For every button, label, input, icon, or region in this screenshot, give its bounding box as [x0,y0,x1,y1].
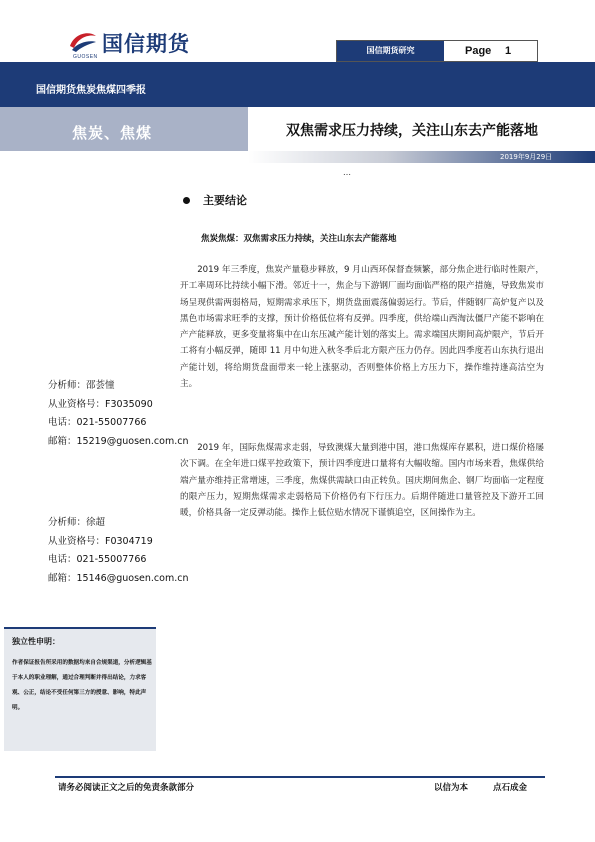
company-name: 国信期货 [102,32,190,56]
header-box [336,40,538,62]
category-label: 焦炭、焦煤 [72,124,153,142]
company-name-en: GUOSEN [73,54,98,60]
report-label: 国信期货研究 [337,41,444,61]
page-indicator [445,41,537,61]
analyst-email: 邮箱：15146@guosen.com.cn [48,572,189,584]
independence-statement-title: 独立性申明： [12,637,60,646]
analyst-card [48,377,188,451]
independence-statement-text: 作者保证报告所采用的数据均来自合规渠道，分析逻辑基于本人的职业理解，通过合理判断并得出结论，力求客观、公正，结论不受任何第三方的授意、影响，特此声明。 [12,660,152,711]
ellipsis: … [343,168,351,177]
guosen-logo-icon [68,30,98,52]
analyst-name: 分析师：邵荟憧 [48,380,115,391]
bullet-icon [183,197,190,204]
page-label: Page [465,45,492,57]
analyst-license: 从业资格号：F3035090 [48,398,153,410]
sub-title: 焦炭焦煤：双焦需求压力持续，关注山东去产能落地 [201,234,397,244]
report-title: 双焦需求压力持续，关注山东去产能落地 [286,123,538,139]
page-number: 1 [505,45,512,57]
section-title: 主要结论 [203,194,247,207]
report-date: 2019年9月29日 [500,153,553,161]
analyst-phone: 电话：021-55007766 [48,554,147,565]
footer-disclaimer-note: 请务必阅读正文之后的免责条款部分 [58,783,195,793]
analyst-email: 邮箱：15219@guosen.com.cn [48,435,189,447]
report-type: 国信期货焦炭焦煤四季报 [36,85,146,96]
footer-slogan-1: 以信为本 [434,783,469,793]
footer-slogan-2: 点石成金 [493,783,528,793]
paragraph-coking-coal: 2019 年，国际焦煤需求走弱，导致澳煤大量到港中国，港口焦煤库存累积，进口煤价格屡次下调。在全年进口煤平控政策下，预计四季度进口量将有大幅收缩。国内市场来看，焦煤供给端产量亦维持正常增速，三季度，焦煤供需缺口由正转负。国庆期间焦企、钢厂均面临一定程度的限产压力，短期焦煤需求走弱格局下价格仍有下行压力。后期伴随进口量管控及下游开工回暖，价格具备一定反弹动能。操作上低位贴水情况下谨慎追空，区间操作为主。 [180,443,544,519]
analyst-card [48,514,188,588]
paragraph-coke: 2019 年三季度，焦炭产量稳步释放，9 月山西环保督查频繁，部分焦企进行临时性限产，开工率周环比持续小幅下滑。邻近十一，焦企与下游钢厂面均面临严格的限产措施，导致焦炭市场呈现供需两弱格局，短期需求承压下，期货盘面震荡偏弱运行。节后，伴随钢厂高炉复产以及黑色市场需求旺季的支撑，预计价格低位将有反弹。四季度，供给端山西淘汰僵尸产能不影响在产产能释放，更多变量将集中在山东压减产能计划的落实上。需求端国庆期间高炉限产，节后开工将有小幅反弹，随即 11 月中旬进入秋冬季后北方限产压力仍存。因此四季度若山东执行退出产能计划，将给期货盘面带来一轮上涨驱动，否则整体价格上方压力下，操作维持逢高沽空为主。 [180,265,544,390]
analyst-license: 从业资格号：F0304719 [48,535,153,547]
analyst-phone: 电话：021-55007766 [48,417,147,428]
footer-divider [55,776,545,778]
analyst-name: 分析师：徐超 [48,517,106,528]
